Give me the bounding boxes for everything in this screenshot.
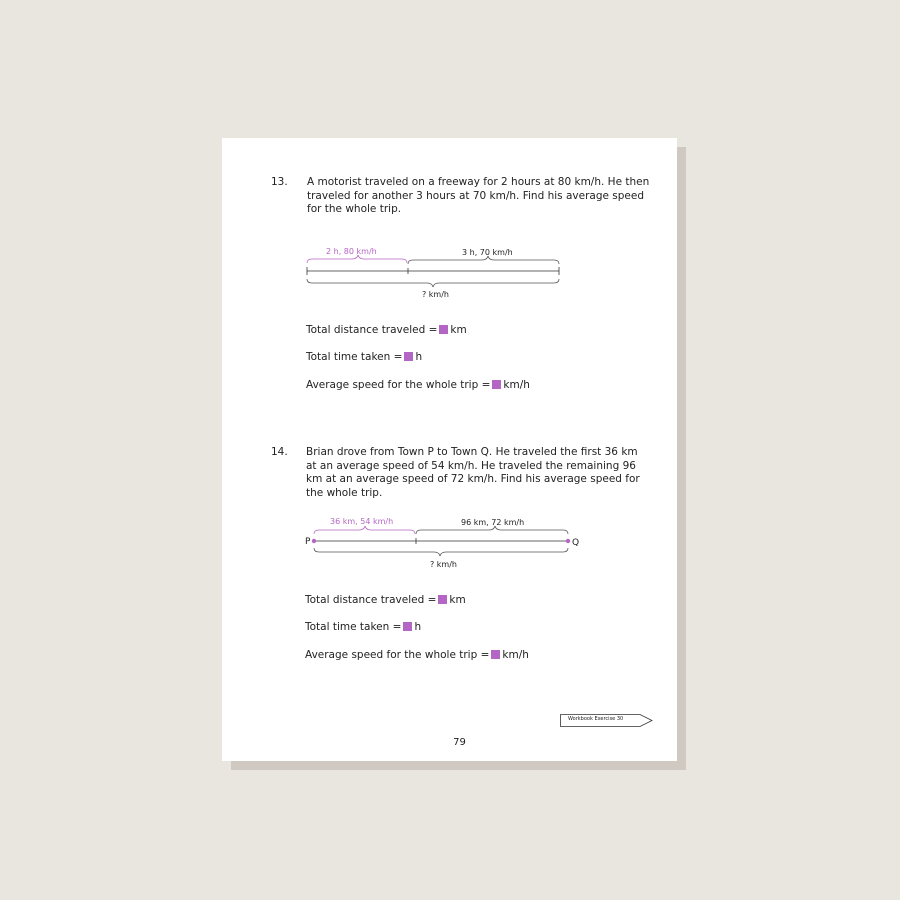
workbook-page: [222, 138, 677, 761]
problem-13-text: A motorist traveled on a freeway for 2 hours at 80 km/h. He then traveled for another 3 hours at 70 km/h. Find his average speed for the whole trip.: [307, 176, 650, 215]
problem-14-total-brace: [314, 548, 568, 556]
answer-unit: km/h: [502, 649, 529, 661]
problem-14-point-p: [312, 539, 316, 543]
problem-13-segment2-label: 3 h, 70 km/h: [462, 248, 513, 257]
problem-14-point-q-label: Q: [572, 538, 580, 548]
problem-14-text: Brian drove from Town P to Town Q. He traveled the first 36 km at an average speed of 54 km/h. He traveled the remaining 96 km at an average speed of 72 km/h. Find his average speed for the whole trip.: [306, 446, 640, 499]
problem-13-number: 13.: [271, 176, 288, 188]
problem-14-answer-distance: [305, 594, 466, 606]
answer-prefix: Average speed for the whole trip =: [306, 379, 491, 391]
answer-box: [438, 595, 447, 604]
problem-13-answer-distance: [306, 324, 467, 336]
page-number: 79: [453, 737, 466, 748]
answer-box: [403, 622, 412, 631]
problem-13-answer-time: [306, 351, 422, 363]
problem-14-total-label: ? km/h: [430, 560, 457, 569]
answer-unit: km/h: [503, 379, 530, 391]
problem-14-segment1-brace: [314, 526, 415, 534]
answer-unit: h: [415, 351, 423, 363]
answer-unit: h: [414, 621, 422, 633]
problem-14-answer-speed: [305, 649, 529, 661]
problem-13-segment2-brace: [408, 256, 559, 264]
problem-14-number: 14.: [271, 446, 288, 458]
answer-box: [404, 352, 413, 361]
answer-unit: km: [450, 324, 467, 336]
problem-14-segment1-label: 36 km, 54 km/h: [330, 517, 394, 526]
problem-13-total-label: ? km/h: [422, 290, 449, 299]
answer-box: [439, 325, 448, 334]
workbook-exercise-label: Workbook Exercise 30: [568, 716, 624, 722]
problem-13-answer-speed: [306, 379, 530, 391]
problem-13-bar-diagram: [302, 243, 567, 305]
problem-14-answer-time: [305, 621, 421, 633]
answer-box: [492, 380, 501, 389]
answer-prefix: Total distance traveled =: [306, 324, 438, 336]
answer-prefix: Total time taken =: [305, 621, 402, 633]
problem-14-segment2-brace: [416, 526, 568, 534]
answer-prefix: Total time taken =: [306, 351, 403, 363]
problem-14-segment2-label: 96 km, 72 km/h: [461, 518, 525, 527]
workbook-exercise-tag: [560, 714, 655, 727]
problem-13-segment1-brace: [307, 255, 407, 263]
problem-14-point-q: [566, 539, 570, 543]
problem-13-total-brace: [307, 279, 559, 287]
problem-13-segment1-label: 2 h, 80 km/h: [326, 247, 377, 256]
answer-unit: km: [449, 594, 466, 606]
problem-14-point-p-label: P: [305, 537, 311, 547]
answer-box: [491, 650, 500, 659]
problem-14-bar-diagram: [304, 512, 584, 574]
answer-prefix: Average speed for the whole trip =: [305, 649, 490, 661]
answer-prefix: Total distance traveled =: [305, 594, 437, 606]
